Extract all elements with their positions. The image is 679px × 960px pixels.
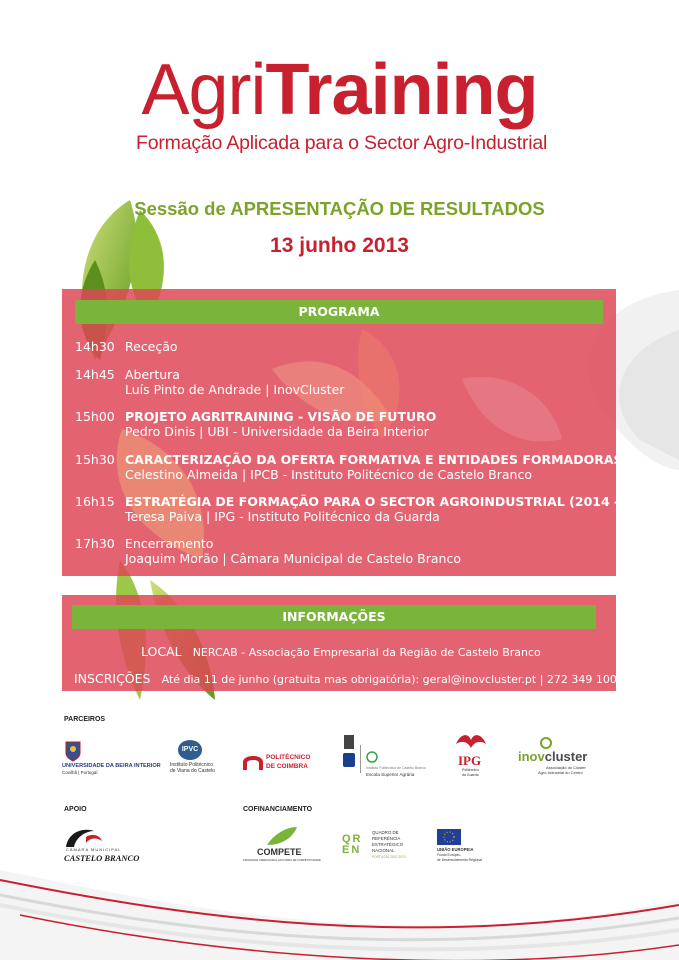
parceiros-label: PARCEIROS xyxy=(64,716,106,723)
compete-logo xyxy=(243,825,323,867)
ipg-line2: da Guarda xyxy=(462,773,479,777)
ipvc-logo xyxy=(170,738,230,783)
cmcb-line1: CÂMARA MUNICIPAL xyxy=(66,847,122,852)
agenda-title: Abertura xyxy=(125,367,180,382)
agritraining-logo-title xyxy=(0,48,679,132)
informacoes-heading: INFORMAÇÕES xyxy=(72,605,596,629)
agenda-speaker: Luís Pinto de Andrade | InovCluster xyxy=(125,382,345,397)
agenda-speaker: Teresa Paiva | IPG - Instituto Politécnico da Guarda xyxy=(125,509,440,524)
agenda-title: CARACTERIZAÇÃO DA OFERTA FORMATIVA E ENTIDADES FORMADORAS xyxy=(125,452,623,467)
inscricoes-label: INSCRIÇÕES xyxy=(74,671,151,686)
inscricoes-line xyxy=(74,668,617,687)
ipcb-line2: Escola Superior Agrária xyxy=(366,772,415,777)
ipg-line1: Politécnico xyxy=(462,768,479,772)
agenda-time: 17h30 xyxy=(75,536,115,551)
title-part-training: Training xyxy=(265,50,538,130)
castelo-branco-swirl-icon xyxy=(64,825,104,849)
coimbra-logo xyxy=(242,752,320,777)
agenda-title: Encerramento xyxy=(125,536,214,551)
agenda-title: PROJETO AGRITRAINING - VISÃO DE FUTURO xyxy=(125,409,437,424)
agenda-speaker: Pedro Dinis | UBI - Universidade da Beira Interior xyxy=(125,424,429,439)
eu-line3: de Desenvolvimento Regional xyxy=(437,858,483,862)
agenda-item xyxy=(75,452,635,482)
programa-heading: PROGRAMA xyxy=(75,300,603,324)
coimbra-arch-icon xyxy=(242,755,264,771)
agenda-time: 15h30 xyxy=(75,452,115,467)
local-label: LOCAL xyxy=(141,644,182,659)
ipg-bird-icon xyxy=(452,730,490,754)
coimbra-line1: POLITÉCNICO xyxy=(266,754,311,761)
qren-line5: PORTUGAL 2007-2013 xyxy=(372,855,406,859)
inovcluster-wordmark xyxy=(518,749,587,764)
local-value: NERCAB - Associação Empresarial da Região de Castelo Branco xyxy=(192,646,541,659)
eu-flag-icon xyxy=(437,829,461,845)
agenda-speaker: Joaquim Morão | Câmara Municipal de Castelo Branco xyxy=(125,551,461,566)
ubi-location: Covilhã | Portugal xyxy=(62,770,98,775)
agenda-title: Receção xyxy=(125,339,178,354)
compete-line1: PROGRAMA OPERACIONAL FACTORES DE COMPETITIVIDADE xyxy=(243,859,321,862)
ipg-acronym: IPG xyxy=(458,753,482,768)
agenda-item xyxy=(75,367,635,397)
agenda-time: 16h15 xyxy=(75,494,115,509)
apoio-label: APOIO xyxy=(64,806,87,813)
ipcb-logo xyxy=(340,733,430,781)
compete-wordmark: COMPETE xyxy=(257,847,302,857)
session-title: Sessão de APRESENTAÇÃO DE RESULTADOS xyxy=(134,198,545,219)
agenda-item xyxy=(75,494,665,524)
inscricoes-value: Até dia 11 de junho (gratuita mas obrigatória): geral@inovcluster.pt | 272 349 100 xyxy=(161,673,617,686)
agenda-time: 15h00 xyxy=(75,409,115,424)
title-part-agri: Agri xyxy=(141,50,266,130)
cmcb-line2: CASTELO BRANCO xyxy=(64,853,140,863)
qren-wordmark: QREN xyxy=(342,833,363,856)
ubi-crest-icon xyxy=(64,740,82,762)
esa-leaf-icon xyxy=(366,751,378,763)
local-line xyxy=(141,641,541,660)
ipcb-emblem-icon xyxy=(342,735,356,769)
eu-line2: Fundo Europeu xyxy=(437,853,461,857)
event-date: 13 junho 2013 xyxy=(270,234,409,257)
inovcluster-dot-icon xyxy=(540,737,552,749)
qren-logo xyxy=(340,828,420,868)
agenda-title: ESTRATÉGIA DE FORMAÇÃO PARA O SECTOR AGROINDUSTRIAL (2014 - 2020) xyxy=(125,494,665,509)
qren-line2: REFERÊNCIA xyxy=(372,836,401,841)
ipvc-line2: de Viana do Castelo xyxy=(170,768,215,774)
agenda-time: 14h30 xyxy=(75,339,115,354)
ipcb-line1: Instituto Politécnico de Castelo Branco xyxy=(366,766,426,770)
compete-leaf-icon xyxy=(265,825,299,847)
inovcluster-part2: cluster xyxy=(544,749,588,764)
inovcluster-part1: inov xyxy=(518,749,545,764)
ipvc-emblem: IPVC xyxy=(178,740,202,760)
qren-line3: ESTRATÉGICO xyxy=(372,842,404,847)
eu-logo xyxy=(437,829,497,869)
agenda-item xyxy=(75,409,635,439)
inovcluster-line2: Agro-Industrial do Centro xyxy=(538,770,583,775)
inovcluster-logo xyxy=(518,737,606,779)
qren-line4: NACIONAL xyxy=(372,848,395,853)
header-subtitle: Formação Aplicada para o Sector Agro-Industrial xyxy=(136,132,548,154)
agenda-speaker: Celestino Almeida | IPCB - Instituto Politécnico de Castelo Branco xyxy=(125,467,532,482)
inovcluster-line1: Associação do Cluster xyxy=(546,765,586,770)
agenda-item xyxy=(75,536,635,566)
coimbra-line2: DE COIMBRA xyxy=(266,763,308,770)
ubi-logo xyxy=(62,738,161,783)
ipg-logo xyxy=(450,730,492,785)
agenda-item xyxy=(75,339,635,354)
agenda-time: 14h45 xyxy=(75,367,115,382)
ipvc-line1: Instituto Politécnico xyxy=(170,762,214,768)
castelo-branco-logo xyxy=(62,825,142,865)
eu-line1: UNIÃO EUROPEIA xyxy=(437,847,474,852)
qren-line1: QUADRO DE xyxy=(372,830,399,835)
cofinanciamento-label: COFINANCIAMENTO xyxy=(243,806,313,813)
ubi-name: UNIVERSIDADE DA BEIRA INTERIOR xyxy=(62,763,161,769)
